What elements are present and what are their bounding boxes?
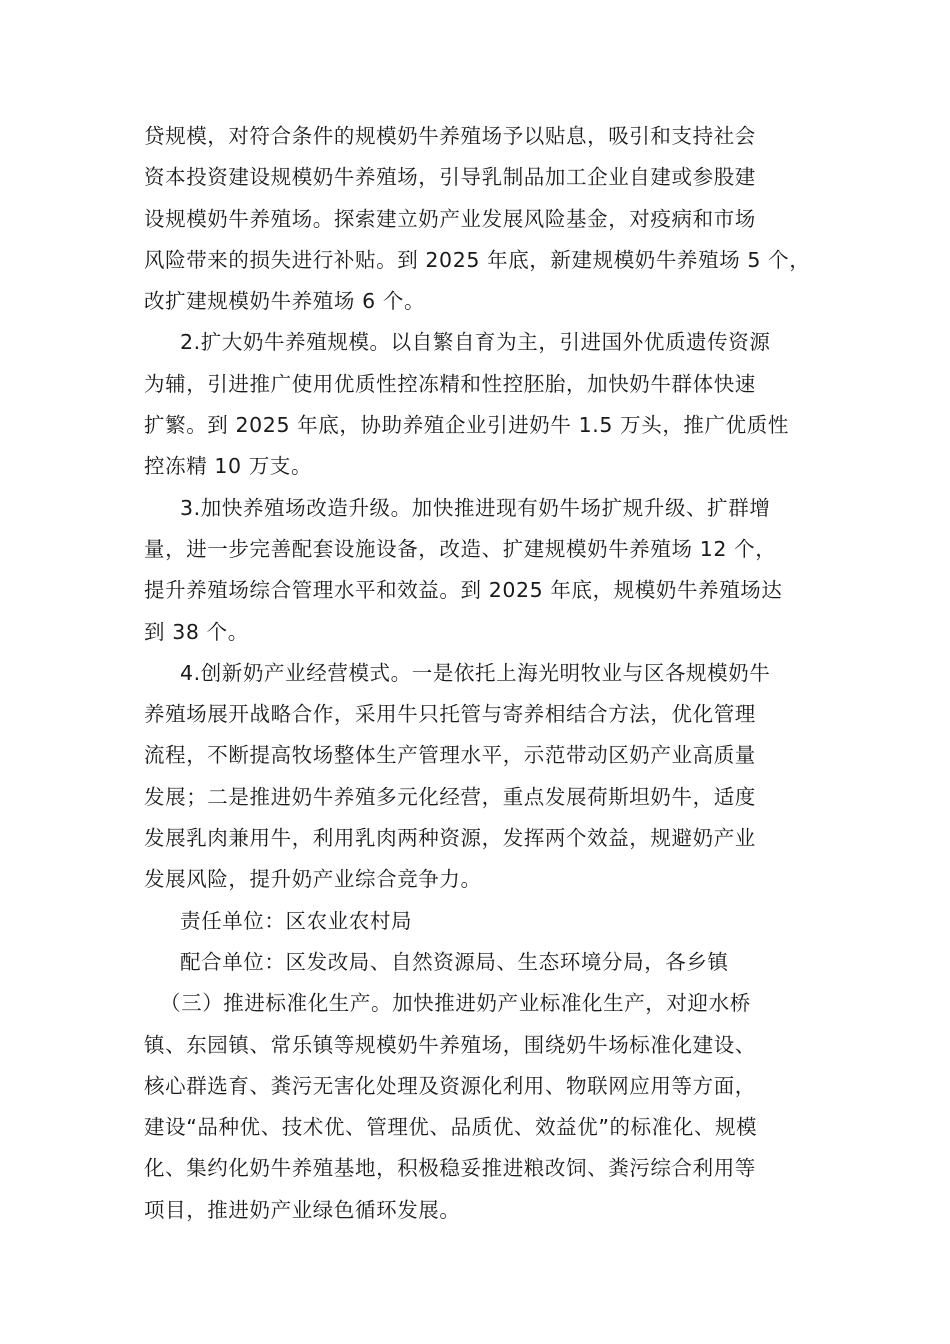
text-line: 控冻精 10 万支。 (144, 454, 313, 479)
body-text (144, 116, 844, 1231)
text-line: 发展风险，提升奶产业综合竞争力。 (144, 867, 482, 892)
text-line: 资本投资建设规模奶牛养殖场，引导乳制品加工企业自建或参股建 (144, 165, 756, 190)
text-line: 设规模奶牛养殖场。探索建立奶产业发展风险基金，对疫病和市场 (144, 206, 756, 231)
text-line: 发展乳肉兼用牛，利用乳肉两种资源，发挥两个效益，规避奶产业 (144, 826, 756, 851)
text-line: 改扩建规模奶牛养殖场 6 个。 (144, 289, 426, 314)
text-line: 发展；二是推进奶牛养殖多元化经营，重点发展荷斯坦奶牛，适度 (144, 784, 756, 809)
text-line: 提升养殖场综合管理水平和效益。到 2025 年底，规模奶牛养殖场达 (144, 578, 783, 603)
text-line: 扩繁。到 2025 年底，协助养殖企业引进奶牛 1.5 万头，推广优质性 (144, 413, 789, 438)
text-line: 到 38 个。 (144, 619, 249, 644)
text-line: 镇、东园镇、常乐镇等规模奶牛养殖场，围绕奶牛场标准化建设、 (144, 1032, 756, 1057)
text-line: 为辅，引进推广使用优质性控冻精和性控胚胎，加快奶牛群体快速 (144, 371, 756, 396)
text-line: 建设“品种优、技术优、管理优、品质优、效益优”的标准化、规模 (144, 1115, 758, 1140)
text-line: 量，进一步完善配套设施设备，改造、扩建规模奶牛养殖场 12 个， (144, 536, 777, 561)
text-line: 化、集约化奶牛养殖基地，积极稳妥推进粮改饲、粪污综合利用等 (144, 1156, 756, 1181)
text-line: 流程，不断提高牧场整体生产管理水平，示范带动区奶产业高质量 (144, 743, 756, 768)
text-line: 项目，推进奶产业绿色循环发展。 (144, 1197, 461, 1222)
text-line: 贷规模，对符合条件的规模奶牛养殖场予以贴息，吸引和支持社会 (144, 124, 756, 148)
cooperating-unit-line: 配合单位：区发改局、自然资源局、生态环境分局，各乡镇 (180, 949, 729, 974)
section-4-heading-line: 4.创新奶产业经营模式。一是依托上海光明牧业与区各规模奶牛 (180, 660, 771, 685)
text-line: 核心群选育、粪污无害化处理及资源化利用、物联网应用等方面， (144, 1073, 756, 1098)
text-line: 风险带来的损失进行补贴。到 2025 年底，新建规模奶牛养殖场 5 个， (144, 247, 811, 272)
section-three-heading-line: （三）推进标准化生产。加快推进奶产业标准化生产，对迎水桥 (160, 991, 751, 1016)
responsible-unit-line: 责任单位：区农业农村局 (180, 908, 413, 933)
section-2-heading-line: 2.扩大奶牛养殖规模。以自繁自育为主，引进国外优质遗传资源 (180, 330, 771, 355)
section-3-heading-line: 3.加快养殖场改造升级。加快推进现有奶牛场扩规升级、扩群增 (180, 495, 771, 520)
text-line: 养殖场展开战略合作，采用牛只托管与寄养相结合方法，优化管理 (144, 702, 756, 727)
